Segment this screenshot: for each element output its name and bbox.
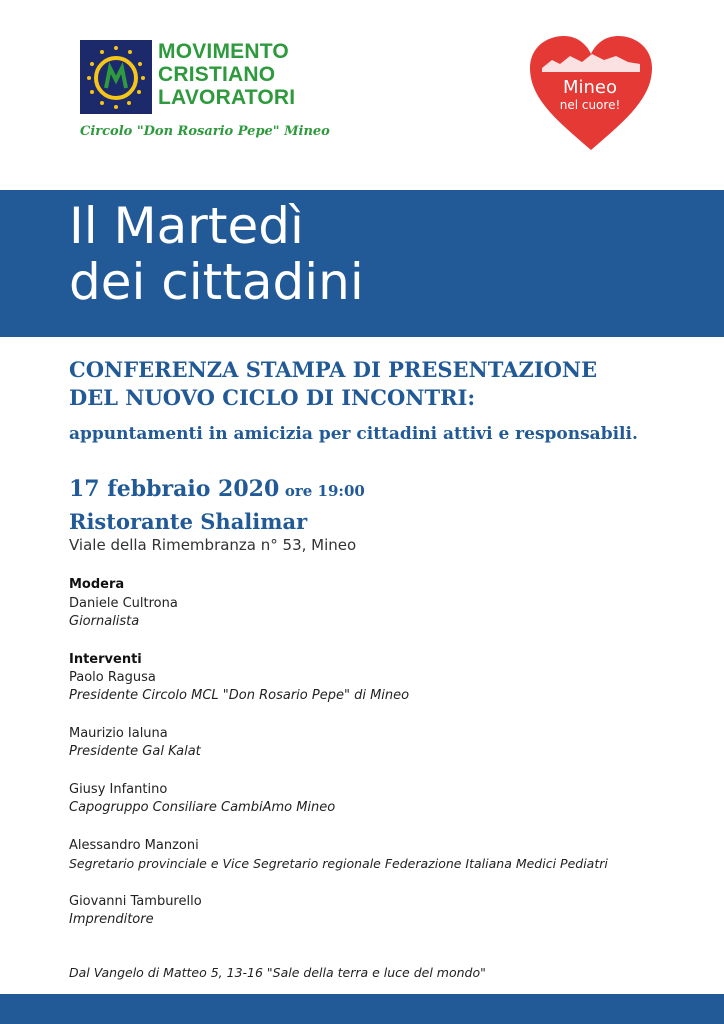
moderator-label: Modera bbox=[69, 577, 125, 592]
conference-subtitle: appuntamenti in amicizia per cittadini attivi e responsabili. bbox=[69, 424, 638, 444]
title-line-2: dei cittadini bbox=[69, 253, 364, 311]
conference-heading-2: DEL NUOVO CICLO DI INCONTRI: bbox=[69, 385, 476, 410]
speaker-name: Giusy Infantino bbox=[69, 782, 168, 797]
event-address: Viale della Rimembranza n° 53, Mineo bbox=[69, 536, 357, 554]
speaker-role: Capogruppo Consiliare CambiAmo Mineo bbox=[69, 800, 336, 815]
speaker-name: Giovanni Tamburello bbox=[69, 894, 202, 909]
mcl-logo-emblem bbox=[80, 40, 152, 114]
event-time: ore 19:00 bbox=[284, 482, 365, 500]
event-date: 17 febbraio 2020 bbox=[69, 476, 280, 502]
mcl-name bbox=[158, 40, 295, 109]
footer-band bbox=[0, 994, 724, 1024]
mcl-name-line: MOVIMENTO bbox=[158, 40, 289, 63]
heart-line-1: Mineo bbox=[562, 77, 618, 98]
speaker-name: Alessandro Manzoni bbox=[69, 838, 199, 853]
speaker-name: Paolo Ragusa bbox=[69, 670, 156, 685]
speakers-label: Interventi bbox=[69, 652, 142, 667]
heart-line-2: nel cuore! bbox=[559, 98, 621, 112]
event-venue: Ristorante Shalimar bbox=[69, 509, 308, 534]
page-title bbox=[69, 198, 364, 310]
mcl-name-line: LAVORATORI bbox=[158, 86, 296, 109]
gospel-quote: Dal Vangelo di Matteo 5, 13-16 "Sale della terra e luce del mondo" bbox=[69, 965, 486, 980]
mcl-name-line: CRISTIANO bbox=[158, 63, 276, 86]
conference-heading-1: CONFERENZA STAMPA DI PRESENTAZIONE bbox=[69, 357, 598, 382]
speaker-name: Maurizio Ialuna bbox=[69, 726, 168, 741]
speaker-role: Presidente Gal Kalat bbox=[69, 744, 201, 759]
speaker-role: Segretario provinciale e Vice Segretario regionale Federazione Italiana Medici Pediatri bbox=[69, 856, 608, 871]
event-datetime bbox=[69, 476, 365, 502]
mcl-circle-name: Circolo "Don Rosario Pepe" Mineo bbox=[80, 124, 330, 139]
heart-logo-text bbox=[540, 78, 640, 112]
speaker-role: Presidente Circolo MCL "Don Rosario Pepe" di Mineo bbox=[69, 688, 410, 703]
speaker-role: Imprenditore bbox=[69, 912, 154, 927]
moderator-role: Giornalista bbox=[69, 614, 140, 629]
title-line-1: Il Martedì bbox=[69, 197, 304, 255]
moderator-name: Daniele Cultrona bbox=[69, 596, 178, 611]
